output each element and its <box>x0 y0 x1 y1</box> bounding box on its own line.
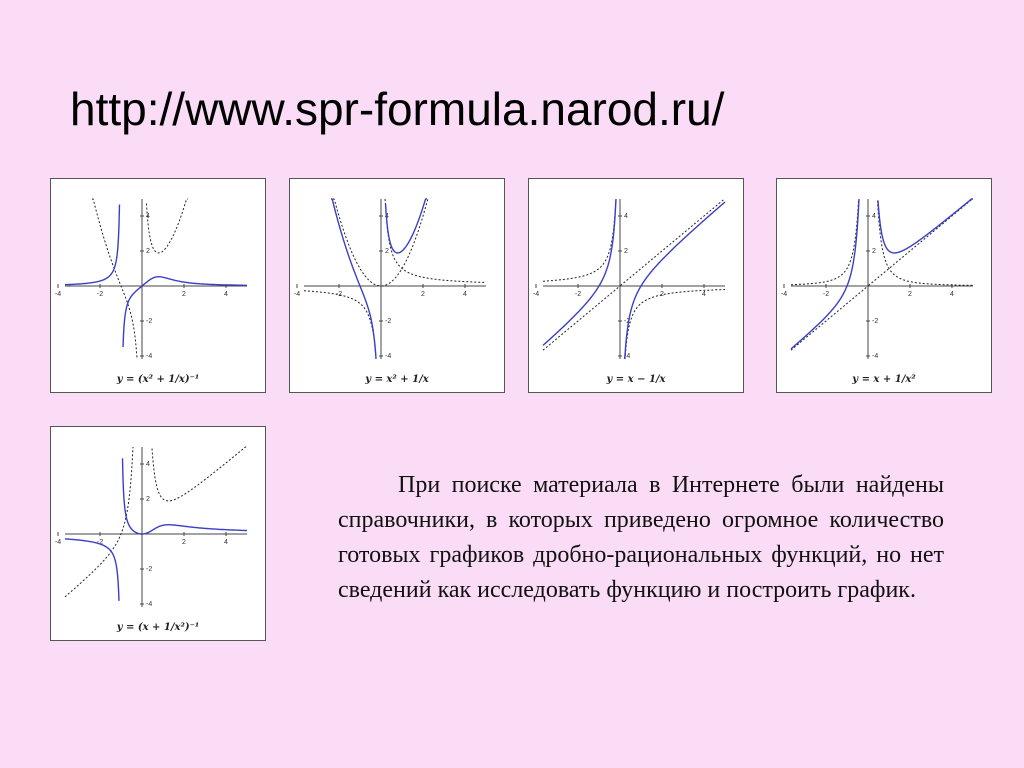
asymptote-curve <box>791 201 973 286</box>
y-tick-label: -4 <box>385 353 392 360</box>
graph-panel-4 <box>776 178 992 393</box>
x-tick-label: 4 <box>702 291 706 298</box>
formula-label: y = (x + 1/x²)⁻¹ <box>116 622 200 633</box>
x-tick-label: 4 <box>224 539 228 546</box>
y-tick-label: -2 <box>146 566 153 573</box>
graph-panel-3 <box>528 178 744 393</box>
y-tick-label: 4 <box>872 213 876 220</box>
graph-2-plot <box>290 179 504 392</box>
function-curve <box>65 205 247 348</box>
x-tick-label: -4 <box>532 291 540 298</box>
function-curve <box>65 458 247 601</box>
x-tick-label: -2 <box>822 291 830 298</box>
y-tick-label: 4 <box>624 213 628 220</box>
x-tick-label: 4 <box>950 291 954 298</box>
graph-1-plot <box>51 179 265 392</box>
x-tick-label: -2 <box>574 291 582 298</box>
description-paragraph: При поиске материала в Интернете были найдены справочники, в которых приведено огромное количество готовых графиков дробно-рациональных функций, но нет сведений как исследовать функцию и построить график. <box>338 472 944 603</box>
x-tick-label: 4 <box>463 291 467 298</box>
y-tick-label: -4 <box>146 601 153 608</box>
y-tick-label: -2 <box>872 318 879 325</box>
formula-label: y = x − 1/x <box>606 374 666 385</box>
function-curve <box>331 199 427 359</box>
y-tick-label: 2 <box>624 248 628 255</box>
y-tick-label: -2 <box>385 318 392 325</box>
graph-panel-5 <box>50 426 266 641</box>
graph-panel-1 <box>50 178 266 393</box>
graph-4-plot <box>777 179 991 392</box>
asymptote-curve <box>543 199 725 350</box>
graph-5-plot <box>51 427 265 640</box>
formula-label: y = (x² + 1/x)⁻¹ <box>116 374 200 385</box>
formula-label: y = x² + 1/x <box>365 374 429 385</box>
x-tick-label: -2 <box>96 539 104 546</box>
x-tick-label: 2 <box>660 291 664 298</box>
page-title: http://www.spr-formula.narod.ru/ <box>70 83 725 135</box>
y-tick-label: -4 <box>872 353 879 360</box>
x-tick-label: 2 <box>182 539 186 546</box>
x-tick-label: -2 <box>96 291 104 298</box>
x-tick-label: -4 <box>780 291 788 298</box>
asymptote-curve <box>791 199 973 350</box>
x-tick-label: -4 <box>293 291 301 298</box>
y-tick-label: 4 <box>146 213 150 220</box>
y-tick-label: -4 <box>624 353 631 360</box>
x-tick-label: 2 <box>908 291 912 298</box>
y-tick-label: 4 <box>385 213 389 220</box>
asymptote-curve <box>304 199 486 359</box>
graph-panel-2 <box>289 178 505 393</box>
y-tick-label: 2 <box>385 248 389 255</box>
formula-label: y = x + 1/x² <box>852 374 916 385</box>
x-tick-label: 2 <box>182 291 186 298</box>
asymptote-curve <box>65 447 247 597</box>
graph-3-plot <box>529 179 743 392</box>
y-tick-label: 2 <box>872 248 876 255</box>
function-curve <box>543 199 725 359</box>
y-tick-label: -2 <box>146 318 153 325</box>
x-tick-label: -4 <box>54 539 62 546</box>
y-tick-label: -2 <box>624 318 631 325</box>
x-tick-label: 4 <box>224 291 228 298</box>
x-tick-label: 2 <box>421 291 425 298</box>
x-tick-label: -2 <box>335 291 343 298</box>
y-tick-label: 4 <box>146 461 150 468</box>
x-tick-label: -4 <box>54 291 62 298</box>
y-tick-label: -4 <box>146 353 153 360</box>
y-tick-label: 2 <box>146 248 150 255</box>
asymptote-curve <box>543 199 725 359</box>
y-tick-label: 2 <box>146 496 150 503</box>
